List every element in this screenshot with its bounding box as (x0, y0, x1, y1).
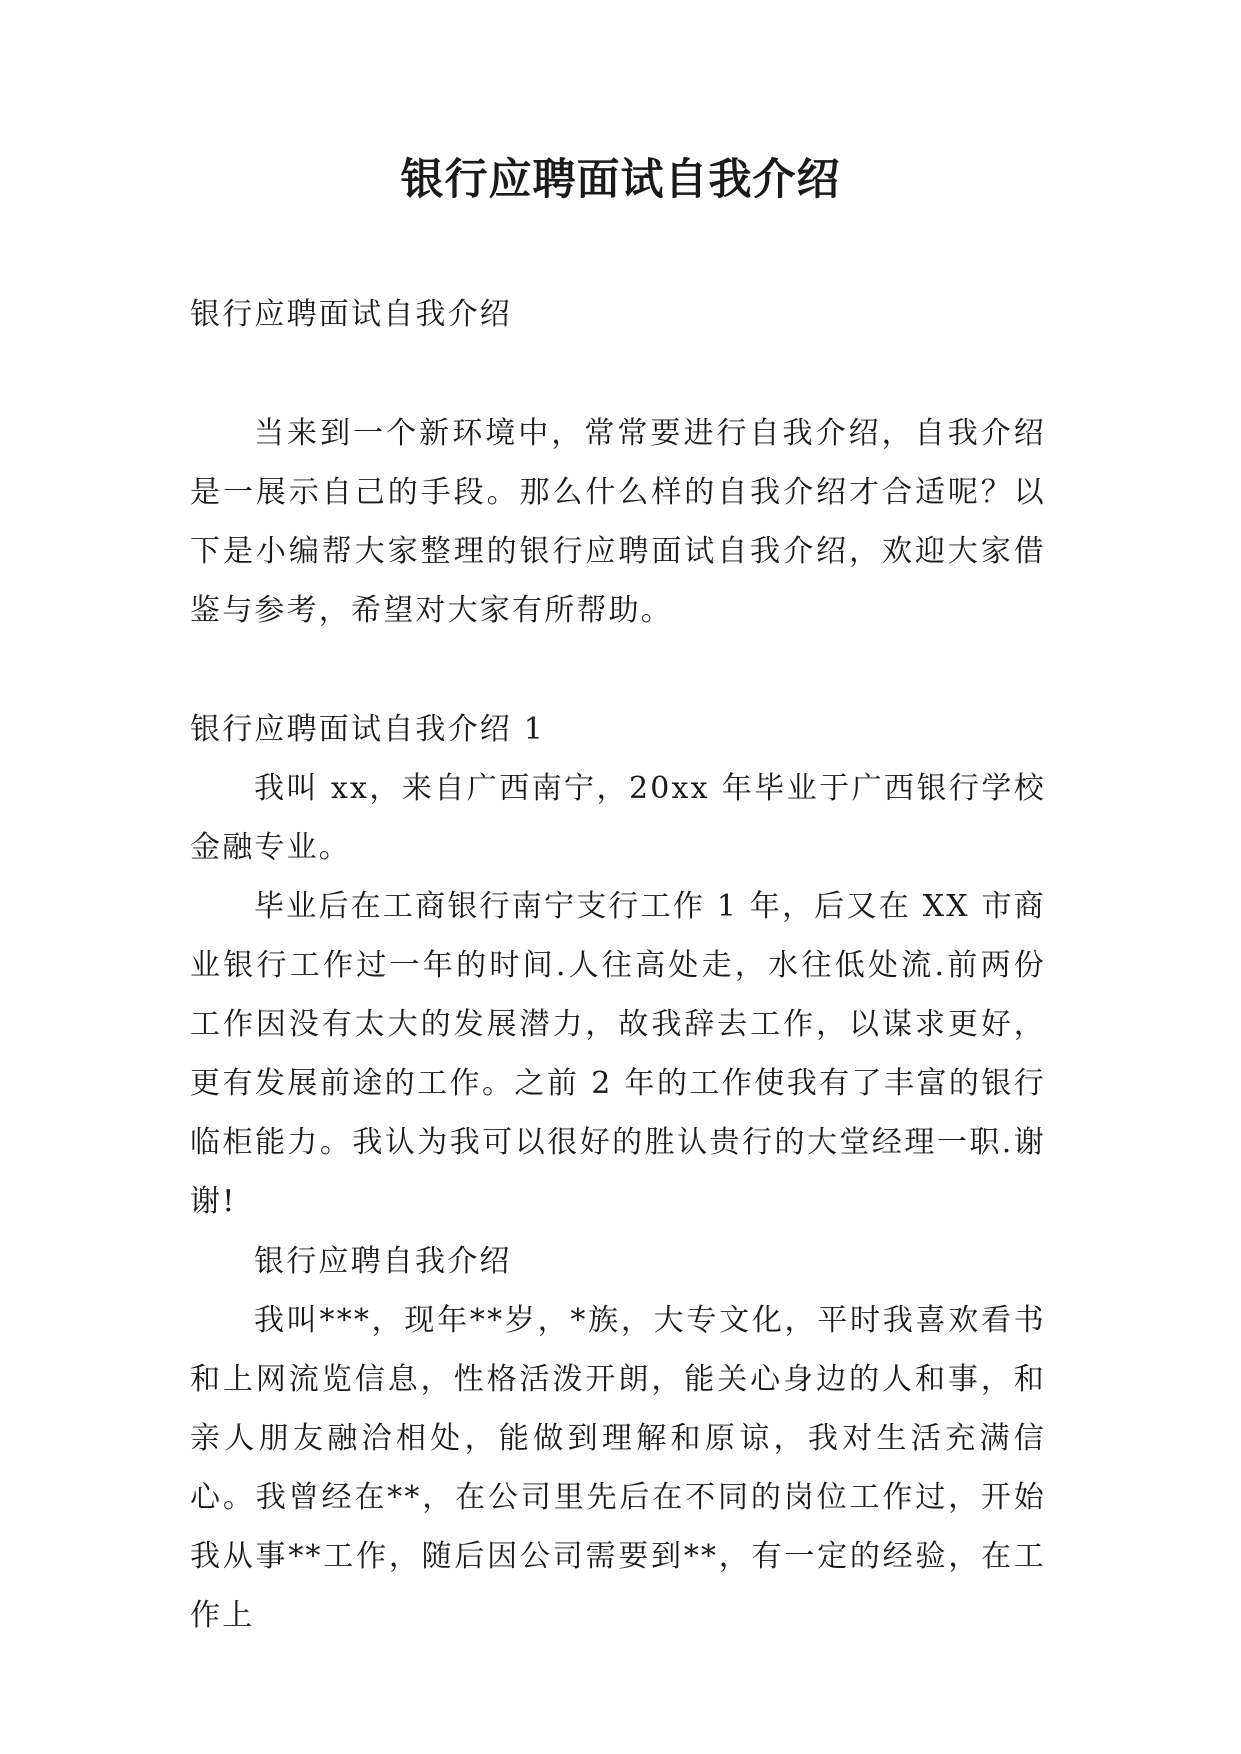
intro-paragraph: 当来到一个新环境中，常常要进行自我介绍，自我介绍是一展示自己的手段。那么什么样的自我介绍才合适呢？以下是小编帮大家整理的银行应聘面试自我介绍，欢迎大家借鉴与参考，希望对大家有所帮助。 (190, 416, 1046, 628)
section-heading-2: 银行应聘自我介绍 (254, 1244, 512, 1279)
document-subtitle: 银行应聘面试自我介绍 (190, 297, 512, 332)
section-1-paragraph-1: 我叫 xx，来自广西南宁，20xx 年毕业于广西银行学校金融专业。 (190, 771, 1046, 865)
document-title: 银行应聘面试自我介绍 (400, 155, 841, 205)
section-1-paragraph-2: 毕业后在工商银行南宁支行工作 1 年，后又在 XX 市商业银行工作过一年的时间.人往高处走，水往低处流.前两份工作因没有太大的发展潜力，故我辞去工作，以谋求更好，更有发展前途的工作。之前 2 年的工作使我有了丰富的银行临柜能力。我认为我可以很好的胜认贵行的大堂经理一职.谢谢! (190, 889, 1046, 1219)
section-2-paragraph-1: 我叫***，现年**岁，*族，大专文化，平时我喜欢看书和上网流览信息，性格活泼开朗，能关心身边的人和事，和亲人朋友融洽相处，能做到理解和原谅，我对生活充满信心。我曾经在**，在公司里先后在不同的岗位工作过，开始我从事**工作，随后因公司需要到**，有一定的经验，在工作上 (190, 1303, 1046, 1633)
section-heading-1: 银行应聘面试自我介绍 1 (190, 712, 546, 747)
